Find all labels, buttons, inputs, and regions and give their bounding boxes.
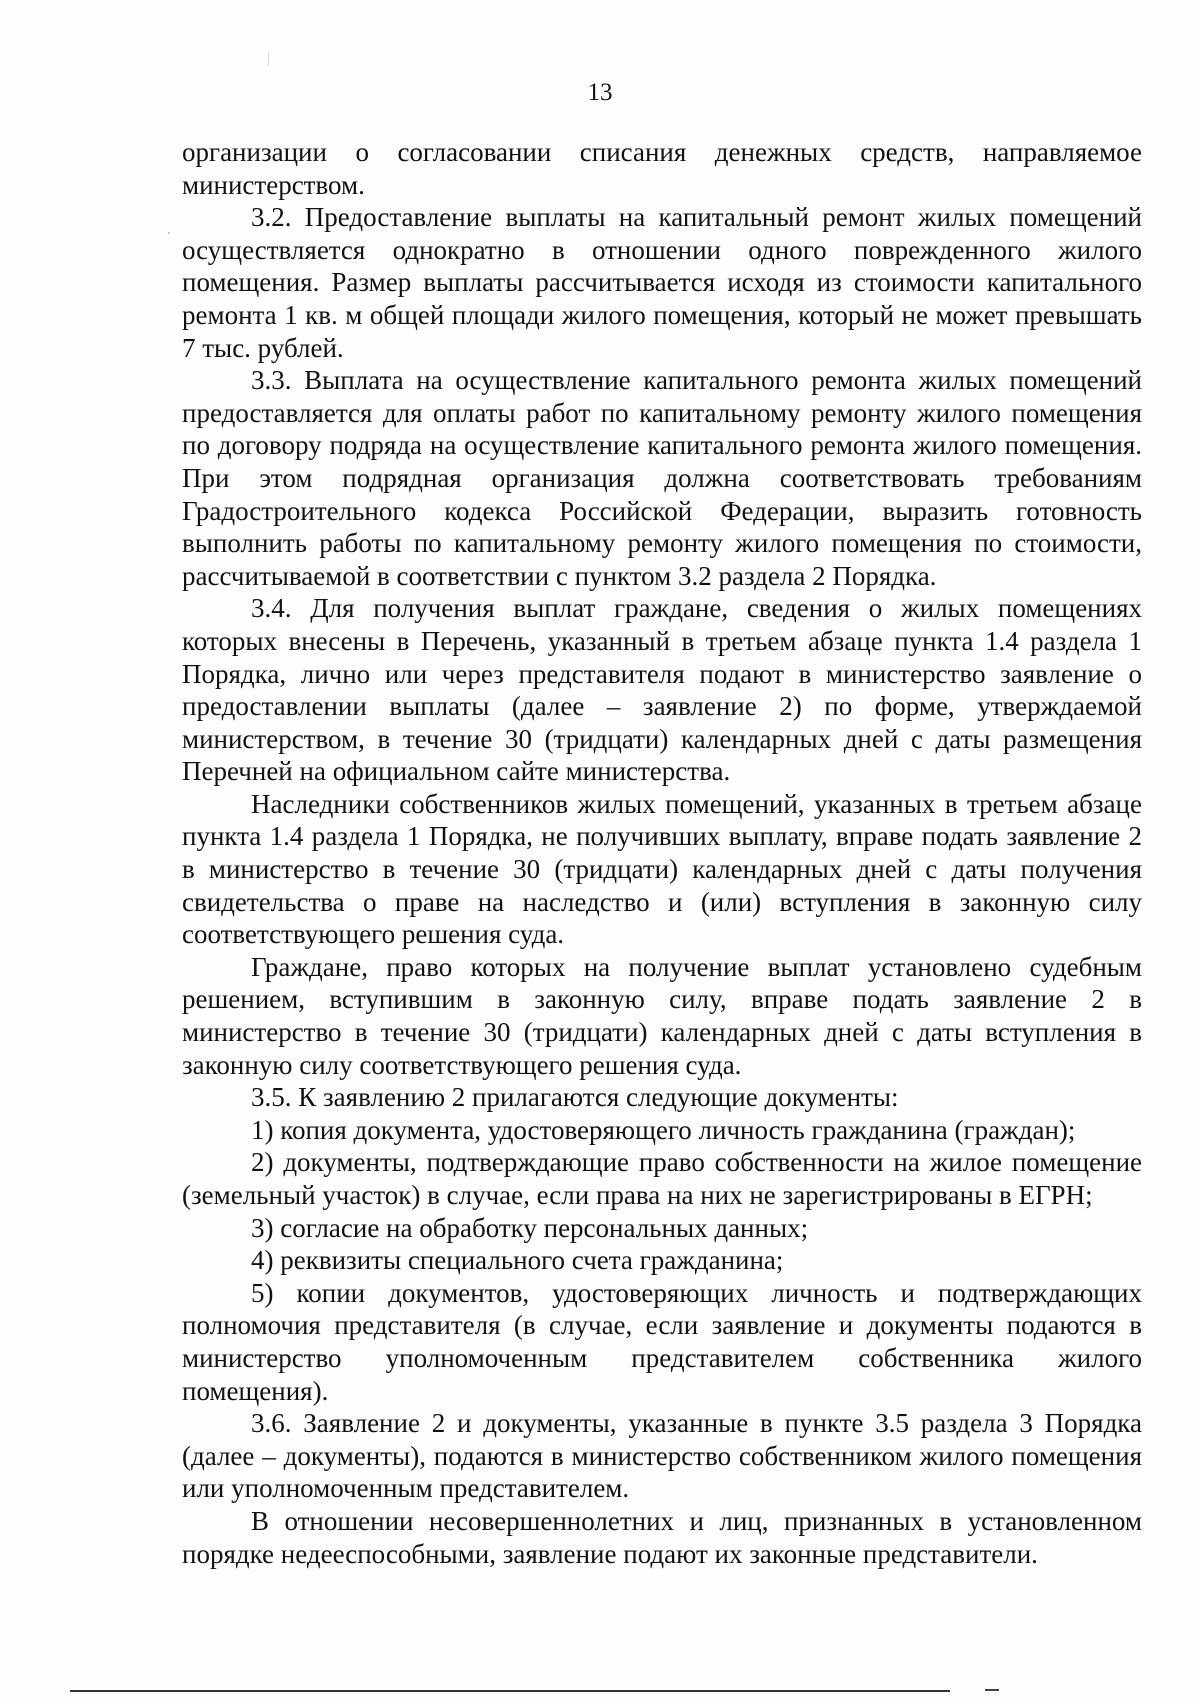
footer-rule	[70, 1690, 950, 1692]
footer-rule-mark	[985, 1689, 999, 1691]
document-body	[182, 136, 1142, 1570]
paragraph-minors: В отношении несовершеннолетних и лиц, признанных в установленном порядке недееспособными, заявление подают их законные представители.	[182, 1505, 1142, 1569]
paragraph-3-2: 3.2. Предоставление выплаты на капитальный ремонт жилых помещений осуществляется однократно в отношении одного поврежденного жилого помещения. Размер выплаты рассчитывается исходя из стоимости капитального ремонта 1 кв. м общей площади жилого помещения, который не может превышать 7 тыс. рублей.	[182, 202, 1142, 363]
paragraph-court-decision: Граждане, право которых на получение выплат установлено судебным решением, вступившим в законную силу, вправе подать заявление 2 в министерство в течение 30 (тридцати) календарных дней с даты вступления в законную силу соответствующего решения суда.	[182, 951, 1142, 1080]
list-item-5: 5) копии документов, удостоверяющих личность и подтверждающих полномочия представителя (в случае, если заявление и документы подаются в министерство уполномоченным представителем собственника жилого помещения).	[182, 1277, 1142, 1406]
page-number: 13	[587, 79, 613, 106]
paragraph-continuation: организации о согласовании списания денежных средств, направляемое министерством.	[182, 137, 1142, 200]
list-item-1: 1) копия документа, удостоверяющего личность гражданина (граждан);	[251, 1114, 1076, 1145]
list-item-4: 4) реквизиты специального счета гражданина;	[251, 1245, 784, 1276]
paragraph-3-4: 3.4. Для получения выплат граждане, сведения о жилых помещениях которых внесены в Перечень, указанный в третьем абзаце пункта 1.4 раздела 1 Порядка, лично или через представителя подают в министерство заявление о предоставлении выплаты (далее – заявление 2) по форме, утверждаемой министерством, в течение 30 (тридцати) календарных дней с даты размещения Перечней на официальном сайте министерства.	[182, 593, 1142, 787]
list-item-2: 2) документы, подтверждающие право собственности на жилое помещение (земельный участок) в случае, если права на них не зарегистрированы в ЕГРН;	[182, 1147, 1142, 1210]
scan-speck	[168, 232, 170, 234]
paragraph-heirs: Наследники собственников жилых помещений, указанных в третьем абзаце пункта 1.4 раздела 1 Порядка, не получивших выплату, вправе подать заявление 2 в министерство в течение 30 (тридцати) календарных дней с даты получения свидетельства о праве на наследство и (или) вступления в законную силу соответствующего решения суда.	[182, 788, 1142, 950]
paragraph-3-5: 3.5. К заявлению 2 прилагаются следующие документы:	[251, 1082, 899, 1113]
list-item-3: 3) согласие на обработку персональных данных;	[251, 1212, 809, 1243]
paragraph-3-6: 3.6. Заявление 2 и документы, указанные в пункте 3.5 раздела 3 Порядка (далее – документы), подаются в министерство собственником жилого помещения или уполномоченным представителем.	[182, 1408, 1142, 1504]
scan-margin-mark	[268, 52, 269, 66]
paragraph-3-3: 3.3. Выплата на осуществление капитального ремонта жилых помещений предоставляется для оплаты работ по капитальному ремонту жилого помещения по договору подряда на осуществление капитального ремонта жилого помещения. При этом подрядная организация должна соответствовать требованиям Градостроительного кодекса Российской Федерации, выразить готовность выполнить работы по капитальному ремонту жилого помещения по стоимости, рассчитываемой в соответствии с пунктом 3.2 раздела 2 Порядка.	[182, 365, 1142, 591]
